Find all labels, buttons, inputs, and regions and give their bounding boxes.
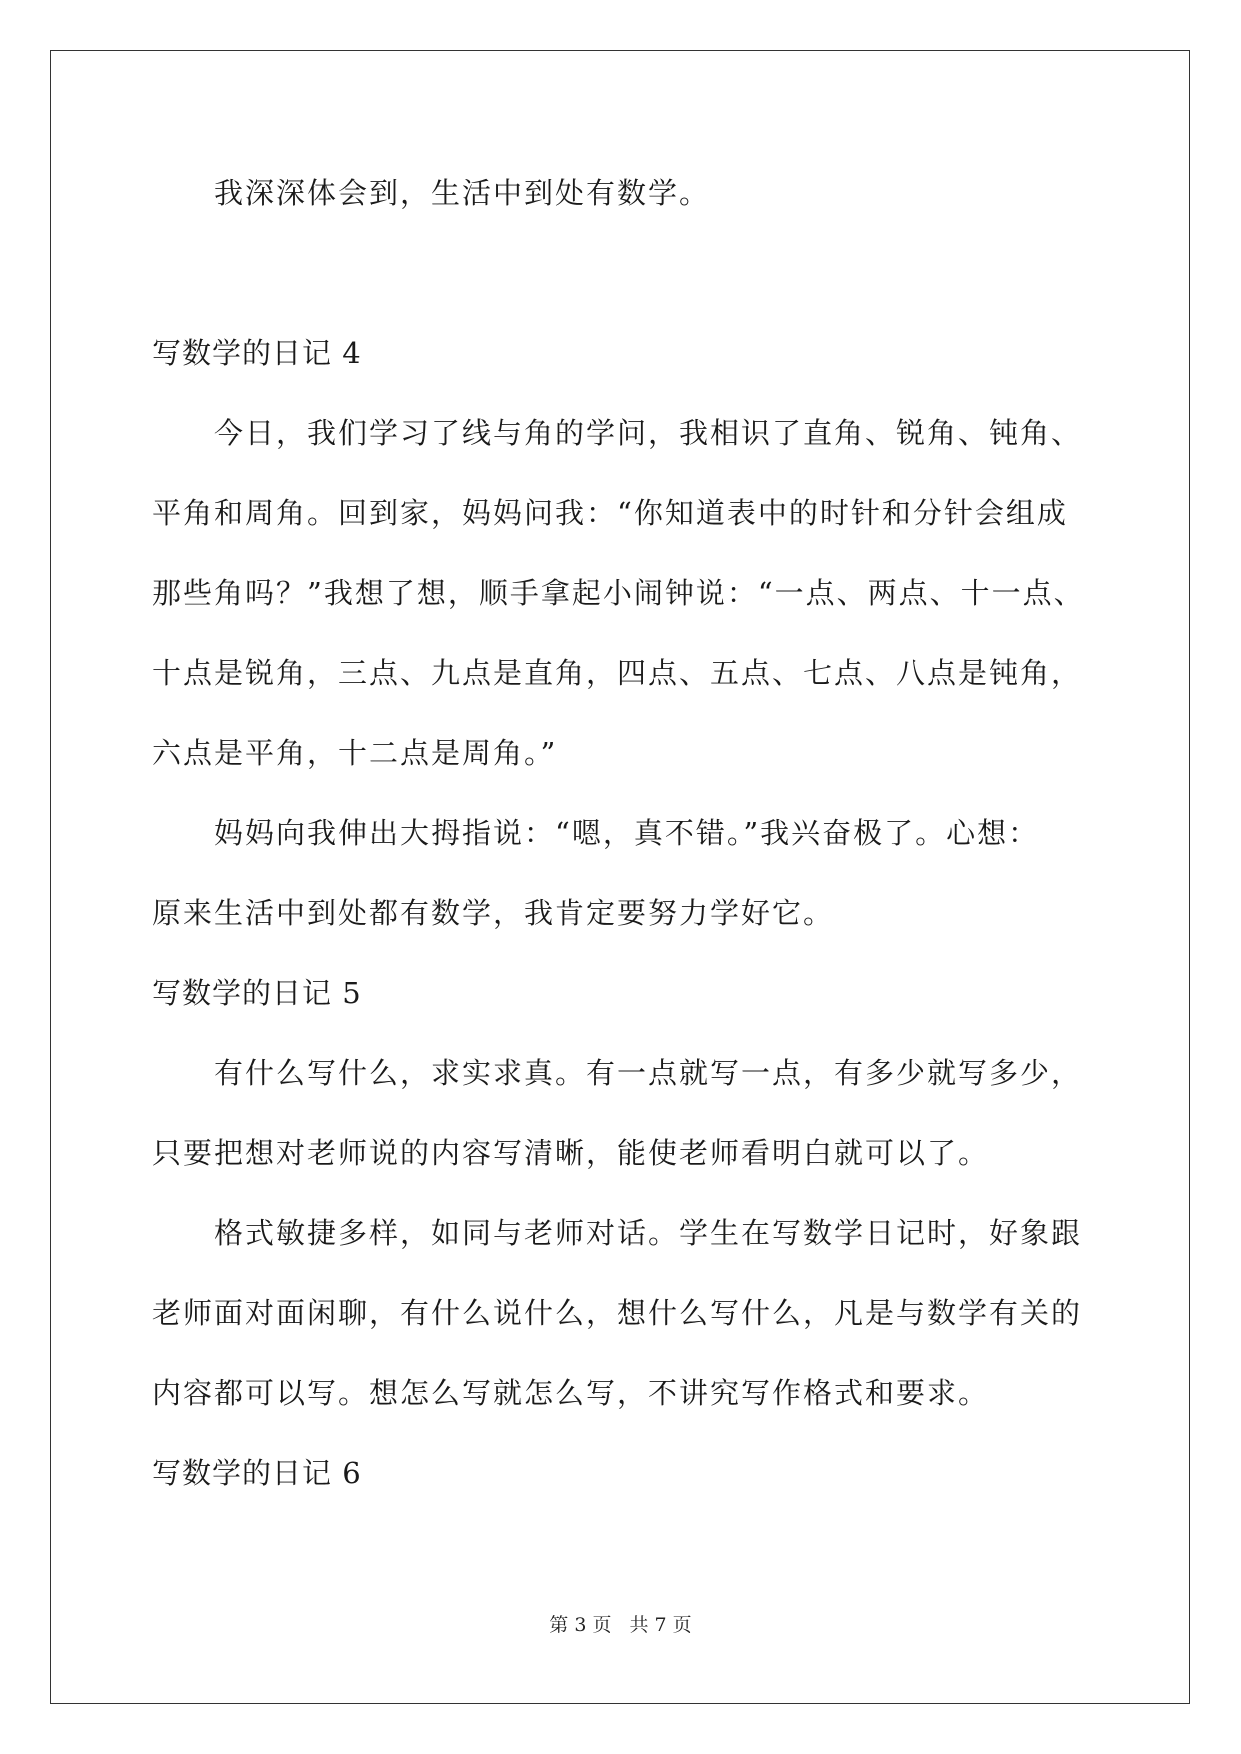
paragraph-line: 我深深体会到，生活中到处有数学。 <box>214 176 711 210</box>
paragraph-line: 老师面对面闲聊，有什么说什么，想什么写什么，凡是与数学有关的 <box>152 1296 1083 1330</box>
section-heading: 写数学的日记 5 <box>152 976 362 1010</box>
paragraph-line: 内容都可以写。想怎么写就怎么写，不讲究写作格式和要求。 <box>152 1376 990 1410</box>
paragraph-line: 十点是锐角，三点、九点是直角，四点、五点、七点、八点是钝角， <box>152 656 1083 690</box>
paragraph-line: 只要把想对老师说的内容写清晰，能使老师看明白就可以了。 <box>152 1136 990 1170</box>
paragraph-line: 妈妈向我伸出大拇指说：“嗯，真不错。”我兴奋极了。心想： <box>214 816 1040 850</box>
paragraph-line: 六点是平角，十二点是周角。” <box>152 736 558 770</box>
paragraph-line: 有什么写什么，求实求真。有一点就写一点，有多少就写多少， <box>214 1056 1083 1090</box>
paragraph-line: 那些角吗？”我想了想，顺手拿起小闹钟说：“一点、两点、十一点、 <box>152 576 1085 610</box>
section-heading: 写数学的日记 6 <box>152 1456 362 1490</box>
paragraph-line: 平角和周角。回到家，妈妈问我：“你知道表中的时针和分针会组成 <box>152 496 1068 530</box>
page-number-current: 第 3 页 <box>549 1614 612 1636</box>
paragraph-line: 格式敏捷多样，如同与老师对话。学生在写数学日记时，好象跟 <box>214 1216 1083 1250</box>
page-number-total: 共 7 页 <box>629 1614 692 1636</box>
section-heading: 写数学的日记 4 <box>152 336 362 370</box>
page-footer <box>0 1612 1241 1638</box>
paragraph-line: 原来生活中到处都有数学，我肯定要努力学好它。 <box>152 896 835 930</box>
paragraph-line: 今日，我们学习了线与角的学问，我相识了直角、锐角、钝角、 <box>214 416 1083 450</box>
